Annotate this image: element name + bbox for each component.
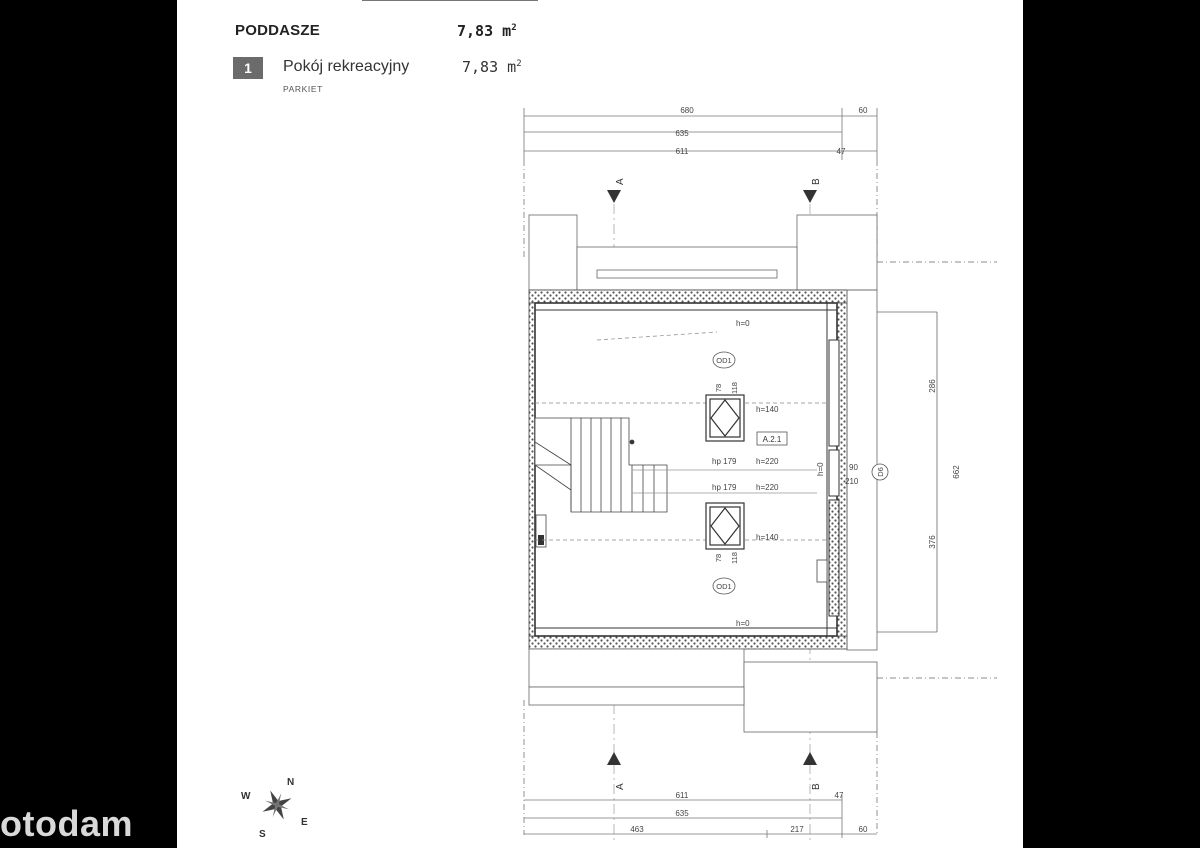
dim-b-635: 635 — [675, 809, 689, 818]
window-label-top: OD1 — [716, 356, 732, 365]
sill-210: 210 — [845, 477, 859, 486]
dim-662: 662 — [952, 465, 961, 479]
dim-b-47: 47 — [834, 791, 844, 800]
architectural-plan — [177, 0, 1023, 848]
section-b-top: B — [811, 178, 822, 185]
floor-name: PODDASZE — [235, 22, 320, 39]
section-b-bottom: B — [811, 783, 822, 790]
dim-635: 635 — [675, 129, 689, 138]
dim-b-611: 611 — [675, 791, 689, 800]
room-code: A.2.1 — [762, 435, 782, 444]
section-a-top: A — [615, 178, 626, 185]
sill-90: 90 — [849, 463, 858, 472]
win-dim-118-bottom: 118 — [730, 552, 739, 564]
win-dim-118-top: 118 — [730, 382, 739, 394]
height-140-top: h=140 — [756, 405, 779, 414]
hp-179-top: hp 179 — [712, 457, 737, 466]
dim-47: 47 — [836, 147, 846, 156]
height-220-bottom: h=220 — [756, 483, 779, 492]
height-140-bottom: h=140 — [756, 533, 779, 542]
floor-plan-sheet — [177, 0, 1023, 848]
height-bottom: h=0 — [736, 619, 750, 628]
room-floor-type: PARKIET — [283, 84, 323, 94]
hp-179-bottom: hp 179 — [712, 483, 737, 492]
compass-w: W — [241, 791, 251, 802]
dim-286: 286 — [928, 379, 937, 393]
watermark: otodam — [0, 803, 133, 844]
dim-b-217: 217 — [790, 825, 804, 834]
win-dim-78-top: 78 — [714, 383, 723, 393]
dim-376: 376 — [928, 535, 937, 549]
dim-611: 611 — [675, 147, 689, 156]
compass-s: S — [259, 829, 266, 840]
window-label-bottom: OD1 — [716, 582, 732, 591]
dim-b-60: 60 — [858, 825, 868, 834]
room-name: Pokój rekreacyjny — [283, 58, 410, 75]
ho-label: h=0 — [816, 462, 825, 476]
room-area: 7,83 $m^2$ — [462, 58, 522, 76]
dim-60: 60 — [858, 106, 868, 115]
door-code: D6 — [876, 467, 885, 477]
compass-n: N — [287, 777, 295, 788]
compass-e: E — [301, 817, 308, 828]
height-220-top: h=220 — [756, 457, 779, 466]
win-dim-78-bottom: 78 — [714, 553, 723, 563]
dim-680: 680 — [680, 106, 694, 115]
section-a-bottom: A — [615, 783, 626, 790]
compass-rose-icon — [237, 775, 317, 841]
height-top: h=0 — [736, 319, 750, 328]
dim-b-463: 463 — [630, 825, 644, 834]
room-number-badge: 1 — [233, 57, 263, 79]
floor-area: 7,83 $m^2$ — [457, 22, 517, 40]
